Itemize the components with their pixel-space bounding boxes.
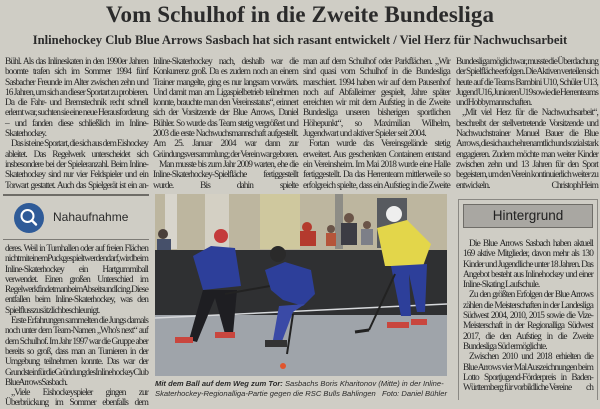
paragraph: Bühl. Als das Inlineskaten in den 1990er Jahren boomte trafen sich im Sommer 1994 fünf Sasbacher Freunde im Alter zwischen zehn und 16 Jahren, um sich an dieser Sportart zu probieren. Da die Fahr- und Bremstechnik recht schnell erlernt war, suchten sie eine neue Herausforderung – und fanden diese schließlich im Inline-Skaterhockey. (5, 57, 148, 140)
paragraph: Das ist eine Sportart, die sich aus dem Eishockey ableitet. Das Regelwerk unterscheidet sich insbesondere bei der Spieleranzahl. Beim Inline-Skaterhockey sind nur vier Feldspieler und ein Torwart gestattet. Auch das Spielgerät ist ein an- (5, 139, 148, 191)
hintergrund-text (463, 239, 593, 393)
photo-credit: Foto: Daniel Bühler (381, 388, 447, 398)
caption-lead: Mit dem Ball auf dem Weg zum Tor: (155, 379, 283, 388)
paragraph: Man musste bis zum Jahr 2009 warten, ehe die Inline-Skaterhockey-Spielfläche fertiggestellt wurde. Bis dahin spielte (153, 159, 298, 191)
caption-text: Sasbachs Boris Kharitonov (Mitte) in der Inline-Skaterhockey-Regionalliga-Partie gegen die RSC Bulls Bahlingen (155, 379, 444, 398)
divider (3, 239, 149, 240)
magnifier-icon (14, 203, 44, 233)
signature: ch (585, 383, 593, 394)
author: Christoph Heim (551, 180, 598, 191)
column-4 (456, 57, 598, 191)
paragraph (463, 352, 593, 393)
column-1-bottom (5, 244, 148, 409)
column-1-top (5, 57, 148, 191)
column-3 (303, 57, 450, 191)
paragraph: Inline-Skaterhockey nach, deshalb war die Konkurrenz groß. Da es zudem noch an einem Trainer mangelte, ging es nur langsam vorwärts. Und damit man am Ligaspielbetrieb teilnehmen konnte, brauchte man den Vereinsstatus“, erinnert sich der Vorsitzende der Blue Arrows, Daniel Bühler. So wurde das Team stetig vergrößert und 2003 die erste Nachwuchsmannschaft aufgestellt. Am 25. Januar 2004 war dann zur Gründungsversammlung; der Verein war geboren. (153, 57, 298, 160)
paragraph-text: Zwischen 2010 und 2018 erhielten die Blue Arrows vier Mal Auszeichnungen beim Lotto Sportjugend-Förderpreis in Baden-Württemberg für vorbildliche Vereine (463, 352, 593, 394)
nahaufnahme-label-box (3, 199, 149, 237)
divider (3, 194, 149, 196)
paragraph: „Viele Eishockeyspieler gingen zur Überbrückung im Sommer ebenfalls dem (5, 388, 148, 409)
paragraph (456, 108, 598, 190)
paragraph: Fortan wurde das Vereinsgelände stetig erweitert. Aus geschenkten Containern entstand ein Vereinsheim. Im Mai 2018 wurde eine Halle fertiggestellt. Da das Herrenteam mittlerweile so erfolgreich spielte, dass ein Aufstieg in die Zweite (303, 139, 450, 191)
hintergrund-title: Hintergrund (463, 204, 593, 228)
paragraph: Erste Erfahrungen sammelten die Jungs damals noch unter dem Team-Namen „Who's next“ auf dem Schulhof. Im Jahr 1997 war die Gruppe aber bereits so groß, dass man an Turnieren in der Umgebung teilnehmen konnte. Das war der Grundstein für die Gründung des Inlinehockey Club Blue Arrows Sasbach. (5, 316, 148, 388)
paragraph: Zu den größten Erfolgen der Blue Arrows zählen die Meisterschaften in der Landesliga Südwest 2004, 2010, 2015 sowie die Vize-Meisterschaft in der Regionalliga Südwest 2017, die den Aufstieg in die Zweite Bundesliga Süd ermöglichte. (463, 290, 593, 352)
nahaufnahme-label: Nahaufnahme (53, 210, 129, 224)
paragraph: Bundesliga möglich war, musste die Überdachung der Spielfläche erfolgen. Die Aktiven verteilen sich heute auf die Teams Bambini U10, Schüler U13, Jugend U16, Junioren U19 sowie die Herrenteams und Hobbymannschaften. (456, 57, 598, 109)
headline: Vom Schulhof in die Zweite Bundesliga (105, 2, 495, 27)
paragraph: Die Blue Arrows Sasbach haben aktuell 169 aktive Mitglieder, davon mehr als 130 Kinder und Jugendliche unter 18 Jahren. Das Angebot besteht aus Inlinehockey und einer Inline-Skating Laufschule. (463, 239, 593, 291)
paragraph: man auf dem Schulhof oder Parkflächen. „Wir sind quasi vom Schulhof in die Bundesliga marschiert. 1994 haben wir auf dem Pausenhof noch auf Abfalleimer gespielt, Jahre später erreichten wir mit dem Aufstieg in die Zweite Bundesliga unseren bisherigen sportlichen Höhepunkt“, so Maximilian Wilhelm, Jugendwart und aktiver Spieler seit 2004. (303, 57, 450, 140)
subheadline: Inlinehockey Club Blue Arrows Sasbach hat sich rasant entwickelt / Viel Herz für Nachwuchsarbeit (32, 33, 568, 47)
ball (280, 363, 286, 369)
hockey-photo (155, 194, 447, 376)
paragraph-text: „Mit viel Herz für die Nachwuchsarbeit“, beschreibt der stellvertretende Vorsitzende und Nachwuchstrainer Manuel Bauer die Blue Arrows, die sich auch ehrenamtlich und sozial stark engagieren. Zudem möchte man weiter Kinder zwischen zehn und 13 Jahren für den Sport begeistern, um den Verein kontinuierlich weiter zu entwickeln. (456, 108, 598, 191)
photo-caption (155, 379, 447, 398)
column-2 (153, 57, 298, 191)
paragraph: deres. Weil in Turnhallen oder auf freien Flächen nicht mit einem Puck gespielt werden darf, wird beim Inline-Skaterhockey ein Hartgummiball verwendet. Einen großen Unterschied im Regelwerk findet man beim Abseits und Icing. Diese entfallen beim Inline-Skaterhockey, was den Spielfluss zusätzlich beschleunigt. (5, 244, 148, 316)
